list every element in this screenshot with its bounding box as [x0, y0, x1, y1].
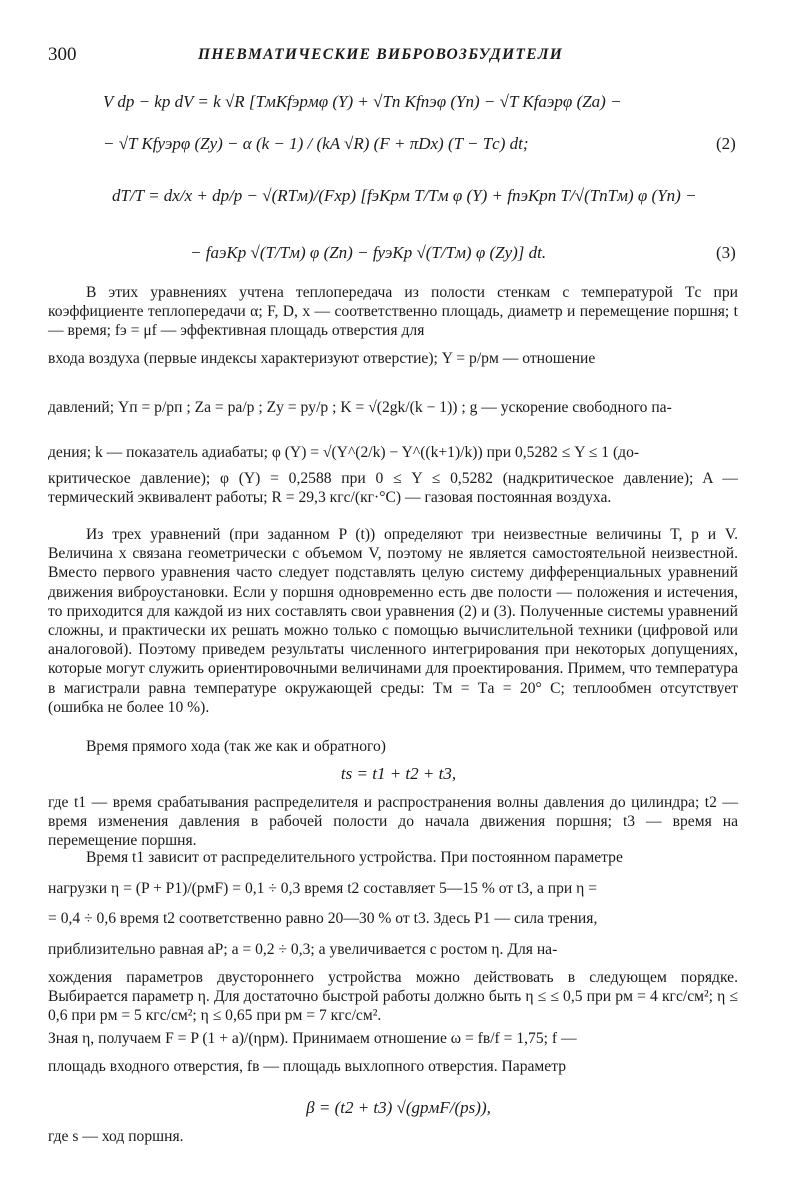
page-number: 300 [48, 44, 77, 65]
equation-3-line-1: dT/T = dx/x + dp/p − √(RTм)/(Fxp) [fэKpм T/Tм φ (Y) + fпэKpп T/√(TпTм) φ (Yп) − [112, 186, 697, 205]
formula-beta: β = (t2 + t3) √(gpмF/(ps)), [306, 1098, 491, 1117]
paragraph-2: Из трех уравнений (при заданном P (t)) определяют три неизвестные величины T, p и V. Величина x связана геометрически с объемом V, поэтому не является самостоятельной неизвестной. Вместо первого уравнения часто следует подставлять целую систему дифференциальных уравнений движения виброустановки. Если у поршня одновременно есть две полости — положения и истечения, то приходится для каждой из них составлять свои уравнения (2) и (3). Полученные системы уравнений сложны, и практически их решать можно только с помощью вычислительной техники (цифровой или аналоговой). Поэтому приведем результаты численного интегрирования при некоторых допущениях, которые могут служить ориентировочными величинами для проектирования. Примем, что температура в магистрали равна температуре окружающей среды: Tм = Tа = 20° C; теплообмен отсутствует (ошибка не более 10 %). [48, 526, 738, 716]
paragraph-6: где s — ход поршня. [48, 1128, 184, 1145]
paragraph-3: Время прямого хода (так же как и обратного) [86, 738, 387, 755]
equation-2-line-1: V dp − kp dV = k √R [TмKfэpмφ (Y) + √Tп Kfпэφ (Yп) − √T Kfаэpφ (Zа) − [103, 92, 622, 111]
paragraph-5-line-2: нагрузки η = (P + P1)/(pмF) = 0,1 ÷ 0,3 время t2 составляет 5—15 % от t3, а при η = [48, 880, 598, 897]
paragraph-5-line-3: = 0,4 ÷ 0,6 время t2 соответственно равно 20—30 % от t3. Здесь P1 — сила трения, [48, 910, 598, 927]
equation-2-number: (2) [716, 134, 736, 153]
paragraph-1-rest: критическое давление); φ (Y) = 0,2588 при 0 ≤ Y ≤ 0,5282 (надкритическое давление); A — термический эквивалент работы; R = 29,3 кгс/(кг·°C) — газовая постоянная воздуха. [48, 470, 738, 507]
paragraph-1-line-b: давлений; Yп = p/pп ; Zа = pа/p ; Zу = pу/p ; K = √(2gk/(k − 1)) ; g — ускорение свободного па- [48, 399, 672, 416]
paragraph-1-line-c: дения; k — показатель адиабаты; φ (Y) = √(Y^(2/k) − Y^((k+1)/k)) при 0,5282 ≤ Y ≤ 1 (до- [48, 444, 640, 461]
paragraph-5-block: хождения параметров двустороннего устройства можно действовать в следующем порядке. Выбирается параметр η. Для достаточно быстрой работы должно быть η ≤ ≤ 0,5 при pм = 4 кгс/см²; η ≤ 0,6 при pм = 5 кгс/см²; η ≤ 0,65 при pм = 7 кгс/см². [48, 969, 738, 1025]
paragraph-5-line-1: Время t1 зависит от распределительного устройства. При постоянном параметре [86, 849, 623, 866]
formula-ts: ts = t1 + t2 + t3, [340, 764, 457, 783]
paragraph-1: В этих уравнениях учтена теплопередача из полости стенкам с температурой Tс при коэффициенте теплопередачи α; F, D, x — соответственно площадь, диаметр и перемещение поршня; t — время; fэ = μf — эффективная площадь отверстия для [48, 284, 738, 340]
equation-3-number: (3) [716, 243, 736, 262]
paragraph-5-line-4: приблизительно равная aP; a = 0,2 ÷ 0,3; a увеличивается с ростом η. Для на- [48, 941, 558, 958]
paragraph-1-line-a: входа воздуха (первые индексы характеризуют отверстие); Y = p/pм — отношение [48, 350, 596, 367]
page-header [48, 44, 748, 68]
equation-2-line-2: − √T Kfуэpφ (Zу) − α (k − 1) / (kA √R) (F + πDx) (T − Tс) dt; [103, 134, 529, 153]
paragraph-5-line-6: площадь входного отверстия, fв — площадь выхлопного отверстия. Параметр [48, 1058, 567, 1075]
paragraph-4: где t1 — время срабатывания распределителя и распространения волны давления до цилиндра; t2 — время изменения давления в рабочей полости до начала движения поршня; t3 — время на перемещение поршня. [48, 794, 738, 850]
running-title: ПНЕВМАТИЧЕСКИЕ ВИБРОВОЗБУДИТЕЛИ [198, 46, 564, 63]
equation-3-line-2: − fаэKp √(T/Tм) φ (Zп) − fуэKp √(T/Tм) φ (Zу)] dt. [190, 243, 547, 262]
paragraph-5-line-5: Зная η, получаем F = P (1 + a)/(ηpм). Принимаем отношение ω = fв/f = 1,75; f — [48, 1030, 577, 1047]
